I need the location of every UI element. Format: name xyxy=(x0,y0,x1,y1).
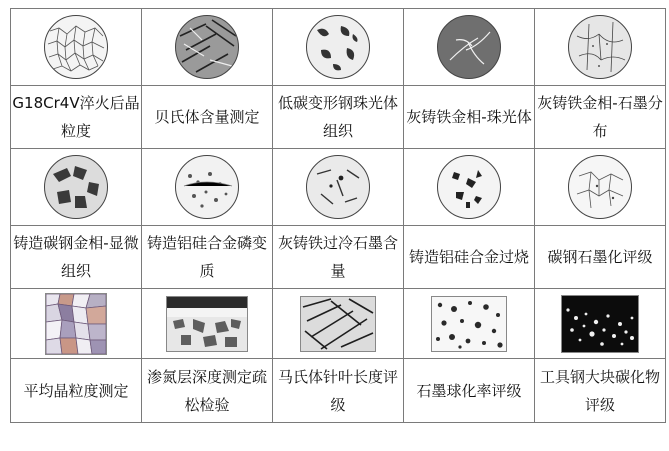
caption-cell[interactable] xyxy=(404,359,535,423)
caption-cell[interactable] xyxy=(535,359,666,423)
caption-cell[interactable] xyxy=(11,86,142,149)
gray-iron-pearlite-micrograph[interactable] xyxy=(437,15,501,79)
caption-label: 贝氏体含量测定 xyxy=(154,108,260,126)
thumbnail-cell[interactable] xyxy=(535,149,666,226)
caption-label: 渗氮层深度测定疏松检验 xyxy=(146,367,267,414)
caption-cell[interactable] xyxy=(142,359,273,423)
metallography-grid xyxy=(10,8,666,423)
caption-label: 铸造铝硅合金磷变质 xyxy=(146,234,267,280)
image-row-3 xyxy=(11,289,666,359)
carbide-micrograph[interactable] xyxy=(561,295,639,353)
caption-label: G18Cr4V淬火后晶粒度 xyxy=(12,94,140,140)
caption-label: 石墨球化率评级 xyxy=(416,381,522,400)
caption-cell[interactable] xyxy=(273,86,404,149)
nodular-graphite-micrograph[interactable] xyxy=(431,296,507,352)
caption-cell[interactable] xyxy=(404,86,535,149)
thumbnail-cell[interactable] xyxy=(273,289,404,359)
pearlite-micrograph[interactable] xyxy=(306,15,370,79)
caption-cell[interactable] xyxy=(142,226,273,289)
image-row-1 xyxy=(11,9,666,86)
bainite-micrograph[interactable] xyxy=(175,15,239,79)
caption-label: 灰铸铁金相-珠光体 xyxy=(406,108,532,126)
thumbnail-cell[interactable] xyxy=(404,149,535,226)
thumbnail-cell[interactable] xyxy=(535,289,666,359)
caption-row-2 xyxy=(11,226,666,289)
caption-label: 灰铸铁过冷石墨含量 xyxy=(277,234,398,280)
thumbnail-cell[interactable] xyxy=(11,289,142,359)
thumbnail-cell[interactable] xyxy=(273,9,404,86)
caption-row-1 xyxy=(11,86,666,149)
caption-cell[interactable] xyxy=(273,226,404,289)
image-row-2 xyxy=(11,149,666,226)
caption-label: 平均晶粒度测定 xyxy=(23,381,129,400)
thumbnail-cell[interactable] xyxy=(535,9,666,86)
caption-label: 低碳变形钢珠光体组织 xyxy=(277,94,398,140)
caption-label: 灰铸铁金相-石墨分布 xyxy=(537,94,663,140)
caption-cell[interactable] xyxy=(535,226,666,289)
grain-size-color-micrograph[interactable] xyxy=(45,293,107,355)
thumbnail-cell[interactable] xyxy=(273,149,404,226)
thumbnail-cell[interactable] xyxy=(142,9,273,86)
austenite-grain-micrograph[interactable] xyxy=(44,15,108,79)
caption-cell[interactable] xyxy=(273,359,404,423)
thumbnail-cell[interactable] xyxy=(11,9,142,86)
caption-cell[interactable] xyxy=(11,359,142,423)
nitride-layer-micrograph[interactable] xyxy=(166,296,248,352)
caption-cell[interactable] xyxy=(11,226,142,289)
caption-cell[interactable] xyxy=(142,86,273,149)
caption-label: 碳钢石墨化评级 xyxy=(547,248,653,266)
thumbnail-cell[interactable] xyxy=(142,289,273,359)
al-si-overburn-micrograph[interactable] xyxy=(437,155,501,219)
caption-label: 铸造碳钢金相-显微组织 xyxy=(13,234,139,280)
graphite-distribution-micrograph[interactable] xyxy=(568,15,632,79)
caption-label: 马氏体针叶长度评级 xyxy=(277,367,398,414)
thumbnail-cell[interactable] xyxy=(404,289,535,359)
caption-label: 工具钢大块碳化物评级 xyxy=(539,367,660,414)
martensite-needle-micrograph[interactable] xyxy=(300,296,376,352)
graphitization-micrograph[interactable] xyxy=(568,155,632,219)
cast-steel-micrograph[interactable] xyxy=(44,155,108,219)
caption-cell[interactable] xyxy=(535,86,666,149)
caption-row-3 xyxy=(11,359,666,423)
caption-cell[interactable] xyxy=(404,226,535,289)
caption-label: 铸造铝硅合金过烧 xyxy=(408,248,529,266)
undercooled-graphite-micrograph[interactable] xyxy=(306,155,370,219)
thumbnail-cell[interactable] xyxy=(142,149,273,226)
thumbnail-cell[interactable] xyxy=(404,9,535,86)
al-si-modified-micrograph[interactable] xyxy=(175,155,239,219)
thumbnail-cell[interactable] xyxy=(11,149,142,226)
